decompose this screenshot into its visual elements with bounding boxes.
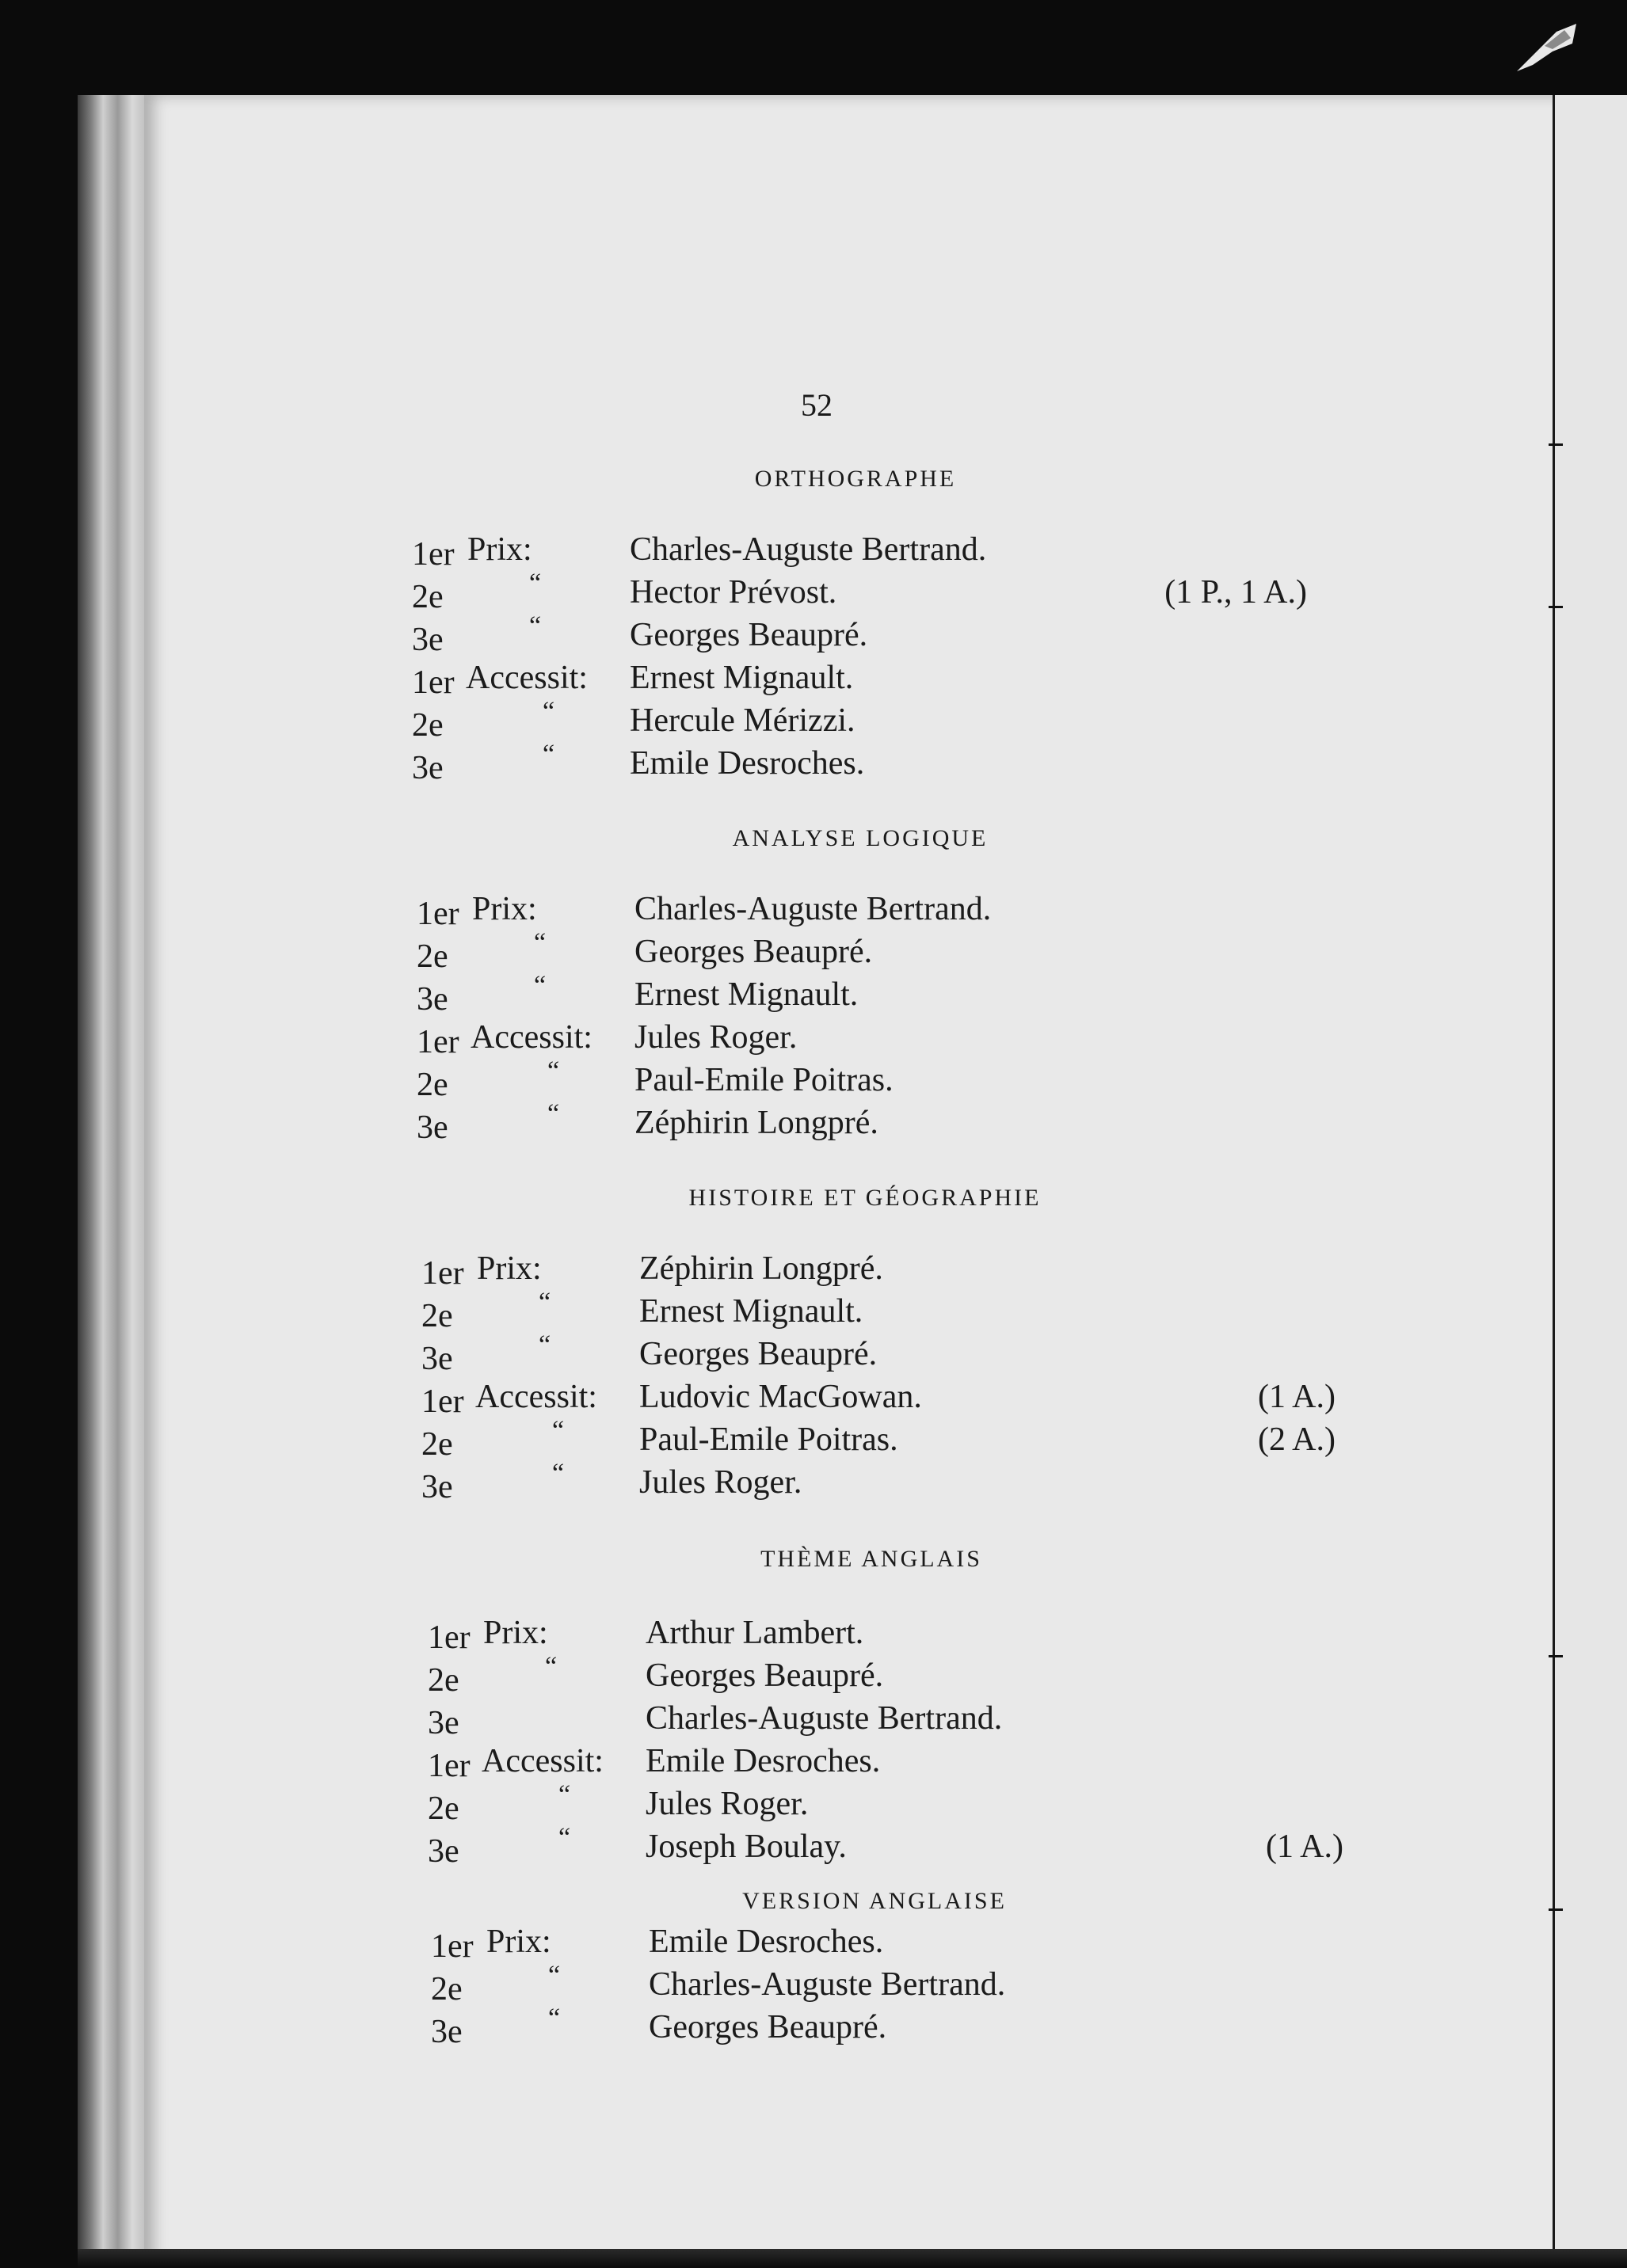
ditto-mark: “	[545, 1652, 558, 1681]
ditto-mark: “	[547, 1056, 560, 1086]
ditto-mark: “	[558, 1780, 571, 1809]
rank: 2e	[412, 579, 444, 615]
ditto-mark: “	[529, 569, 542, 598]
award-type: Prix:	[467, 531, 532, 568]
student-name: Charles-Auguste Bertrand.	[649, 1966, 1006, 2003]
student-name: Georges Beaupré.	[639, 1336, 878, 1372]
rank: 2e	[412, 707, 444, 744]
list-item	[421, 1288, 1309, 1335]
list-item	[431, 1923, 1318, 1965]
ditto-mark: “	[543, 697, 555, 726]
rank: 2e	[417, 1067, 448, 1103]
list-item	[417, 1018, 1304, 1061]
ditto-mark: “	[539, 1288, 551, 1317]
rank: 3e	[431, 2014, 463, 2050]
ditto-mark: “	[543, 740, 555, 769]
rank: 2e	[428, 1662, 459, 1699]
rank: 1er	[412, 536, 455, 573]
rank: 3e	[428, 1833, 459, 1870]
student-name: Charles-Auguste Bertrand.	[630, 531, 987, 568]
award-type: Accessit:	[471, 1019, 593, 1056]
award-note: (1 A.)	[1258, 1379, 1336, 1415]
page-bottom-shadow	[78, 2249, 1627, 2268]
award-note: (1 A.)	[1266, 1828, 1343, 1865]
student-name: Charles-Auguste Bertrand.	[646, 1700, 1003, 1737]
ditto-mark: “	[529, 611, 542, 641]
section-heading: THÈME ANGLAIS	[760, 1546, 982, 1572]
rank: 3e	[428, 1705, 459, 1741]
list-item	[417, 890, 1304, 933]
ditto-mark: “	[539, 1330, 551, 1360]
award-type: Accessit:	[475, 1379, 597, 1415]
student-name: Jules Roger.	[646, 1786, 809, 1822]
list-item	[412, 659, 1299, 702]
list-item	[417, 971, 1304, 1018]
rank: 3e	[412, 750, 444, 786]
ditto-mark: “	[547, 1099, 560, 1128]
student-name: Georges Beaupré.	[634, 934, 873, 970]
list-item	[417, 1056, 1304, 1104]
student-name: Ernest Mignault.	[630, 660, 854, 696]
corner-fold-icon	[1509, 16, 1584, 79]
rank: 1er	[428, 1619, 471, 1656]
rank: 3e	[421, 1341, 453, 1377]
rank: 2e	[431, 1971, 463, 2007]
list-item	[417, 928, 1304, 976]
rank: 2e	[421, 1426, 453, 1463]
award-type: Prix:	[477, 1250, 542, 1287]
student-name: Charles-Auguste Bertrand.	[634, 891, 992, 927]
student-name: Emile Desroches.	[646, 1743, 881, 1779]
list-item	[412, 611, 1299, 659]
rank: 1er	[417, 896, 459, 932]
student-name: Ernest Mignault.	[634, 976, 859, 1013]
award-type: Accessit:	[482, 1743, 604, 1779]
student-name: Paul-Emile Poitras.	[634, 1062, 894, 1098]
list-item	[421, 1250, 1309, 1292]
list-item	[428, 1652, 1315, 1699]
student-name: Zéphirin Longpré.	[634, 1105, 878, 1141]
ditto-mark: “	[534, 928, 547, 957]
rank: 1er	[431, 1928, 474, 1965]
student-name: Arthur Lambert.	[646, 1615, 864, 1651]
rank: 1er	[421, 1383, 464, 1420]
list-item	[421, 1378, 1336, 1421]
student-name: Georges Beaupré.	[630, 617, 868, 653]
ditto-mark: “	[552, 1416, 565, 1445]
student-name: Zéphirin Longpré.	[639, 1250, 883, 1287]
ditto-mark: “	[552, 1459, 565, 1488]
rank: 1er	[421, 1255, 464, 1292]
section-heading: ANALYSE LOGIQUE	[732, 825, 989, 851]
student-name: Hercule Mérizzi.	[630, 702, 855, 739]
page-number: 52	[801, 387, 833, 423]
student-name: Ludovic MacGowan.	[639, 1379, 922, 1415]
student-name: Georges Beaupré.	[646, 1657, 884, 1694]
rank: 3e	[421, 1469, 453, 1505]
award-type: Prix:	[472, 891, 537, 927]
rank: 3e	[417, 981, 448, 1018]
ditto-mark: “	[558, 1823, 571, 1852]
rank: 1er	[428, 1748, 471, 1784]
student-name: Ernest Mignault.	[639, 1293, 863, 1330]
list-item	[412, 569, 1307, 616]
rank: 1er	[417, 1024, 459, 1060]
student-name: Joseph Boulay.	[646, 1828, 847, 1865]
award-note: (2 A.)	[1258, 1421, 1336, 1458]
list-item	[417, 1099, 1304, 1147]
student-name: Georges Beaupré.	[649, 2009, 887, 2045]
student-name: Jules Roger.	[639, 1464, 802, 1501]
student-name: Emile Desroches.	[630, 745, 865, 782]
list-item	[421, 1416, 1336, 1463]
list-item	[428, 1823, 1343, 1870]
award-type: Prix:	[483, 1615, 548, 1651]
student-name: Jules Roger.	[634, 1019, 798, 1056]
list-item	[412, 531, 1299, 573]
student-name: Emile Desroches.	[649, 1924, 884, 1960]
award-type: Accessit:	[466, 660, 588, 696]
section-heading: HISTOIRE ET GÉOGRAPHIE	[688, 1185, 1042, 1211]
rank: 2e	[428, 1790, 459, 1827]
list-item	[431, 2004, 1318, 2051]
ditto-mark: “	[548, 2004, 561, 2033]
award-note: (1 P., 1 A.)	[1164, 574, 1307, 611]
rank: 2e	[421, 1298, 453, 1334]
section-heading: ORTHOGRAPHE	[754, 466, 957, 492]
list-item	[428, 1742, 1315, 1785]
list-item	[428, 1780, 1315, 1828]
rank: 3e	[417, 1109, 448, 1146]
list-item	[431, 1961, 1318, 2008]
student-name: Hector Prévost.	[630, 574, 837, 611]
ditto-mark: “	[534, 971, 547, 1000]
award-type: Prix:	[486, 1924, 551, 1960]
list-item	[412, 740, 1299, 787]
list-item	[412, 697, 1299, 744]
rank: 3e	[412, 622, 444, 658]
list-item	[421, 1330, 1309, 1378]
rank: 1er	[412, 664, 455, 701]
list-item	[428, 1699, 1315, 1742]
student-name: Paul-Emile Poitras.	[639, 1421, 898, 1458]
list-item	[421, 1459, 1309, 1506]
section-heading: VERSION ANGLAISE	[742, 1888, 1007, 1914]
ditto-mark: “	[548, 1961, 561, 1990]
list-item	[428, 1614, 1315, 1657]
rank: 2e	[417, 938, 448, 975]
